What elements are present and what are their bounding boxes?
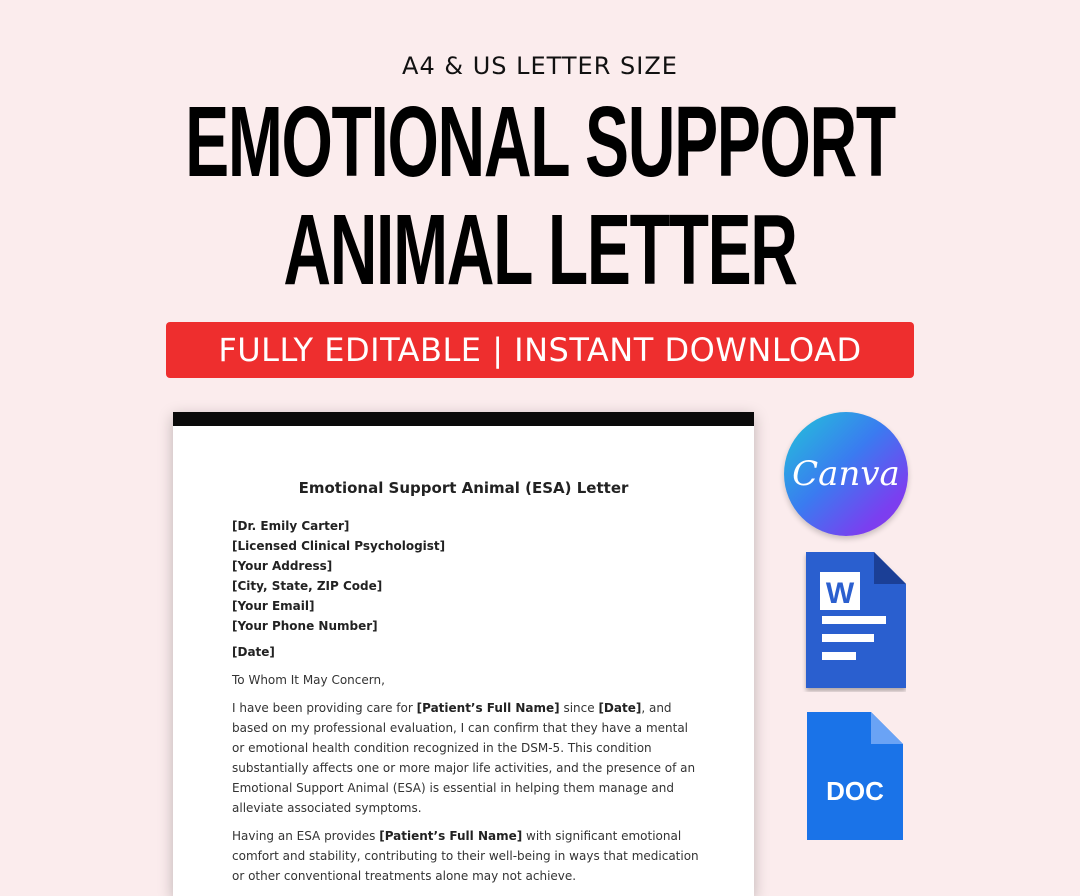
field-email: [Your Email] (232, 599, 315, 613)
p2-text-2: with significant emotional comfort and stability, contributing to their well-being in ways that medication or other conventional treatments alone may not achieve. (232, 829, 699, 883)
field-title: [Licensed Clinical Psychologist] (232, 539, 446, 553)
field-name: [Dr. Emily Carter] (232, 519, 350, 533)
word-icon (802, 552, 906, 692)
field-city: [City, State, ZIP Code] (232, 579, 383, 593)
p2-placeholder-name: [Patient’s Full Name] (379, 829, 523, 843)
subtitle: A4 & US LETTER SIZE (402, 52, 678, 80)
paragraph-2 (232, 826, 702, 886)
doc-label: DOC (826, 776, 884, 806)
greeting: To Whom It May Concern, (232, 673, 385, 687)
p1-text-3: , and based on my professional evaluation, I can confirm that they have a mental or emotional health condition recognized in the DSM-5. This condition substantially affects one or more major life activities, and the presence of an Emotional Support Animal (ESA) is essential in helping them manage and alleviate associated symptoms. (232, 701, 696, 815)
document-heading: Emotional Support Animal (ESA) Letter (298, 479, 629, 497)
p1-text-1: I have been providing care for (232, 701, 417, 715)
canva-label: Canva (792, 454, 900, 494)
title-line-1: EMOTIONAL SUPPORT (185, 86, 895, 198)
document-body (232, 516, 702, 886)
doc-file-icon (807, 712, 903, 840)
canva-icon (784, 412, 908, 536)
banner: FULLY EDITABLE | INSTANT DOWNLOAD (166, 322, 914, 378)
title-line-2: ANIMAL LETTER (283, 194, 797, 306)
word-label: W (825, 577, 855, 610)
paragraph-1 (232, 698, 702, 818)
field-date: [Date] (232, 645, 275, 659)
p1-placeholder-name: [Patient’s Full Name] (416, 701, 560, 715)
p2-text-1: Having an ESA provides (232, 829, 380, 843)
p1-placeholder-date: [Date] (598, 701, 642, 715)
p1-text-2: since (559, 701, 599, 715)
field-phone: [Your Phone Number] (232, 619, 378, 633)
field-address: [Your Address] (232, 559, 333, 573)
document-preview (173, 412, 754, 896)
